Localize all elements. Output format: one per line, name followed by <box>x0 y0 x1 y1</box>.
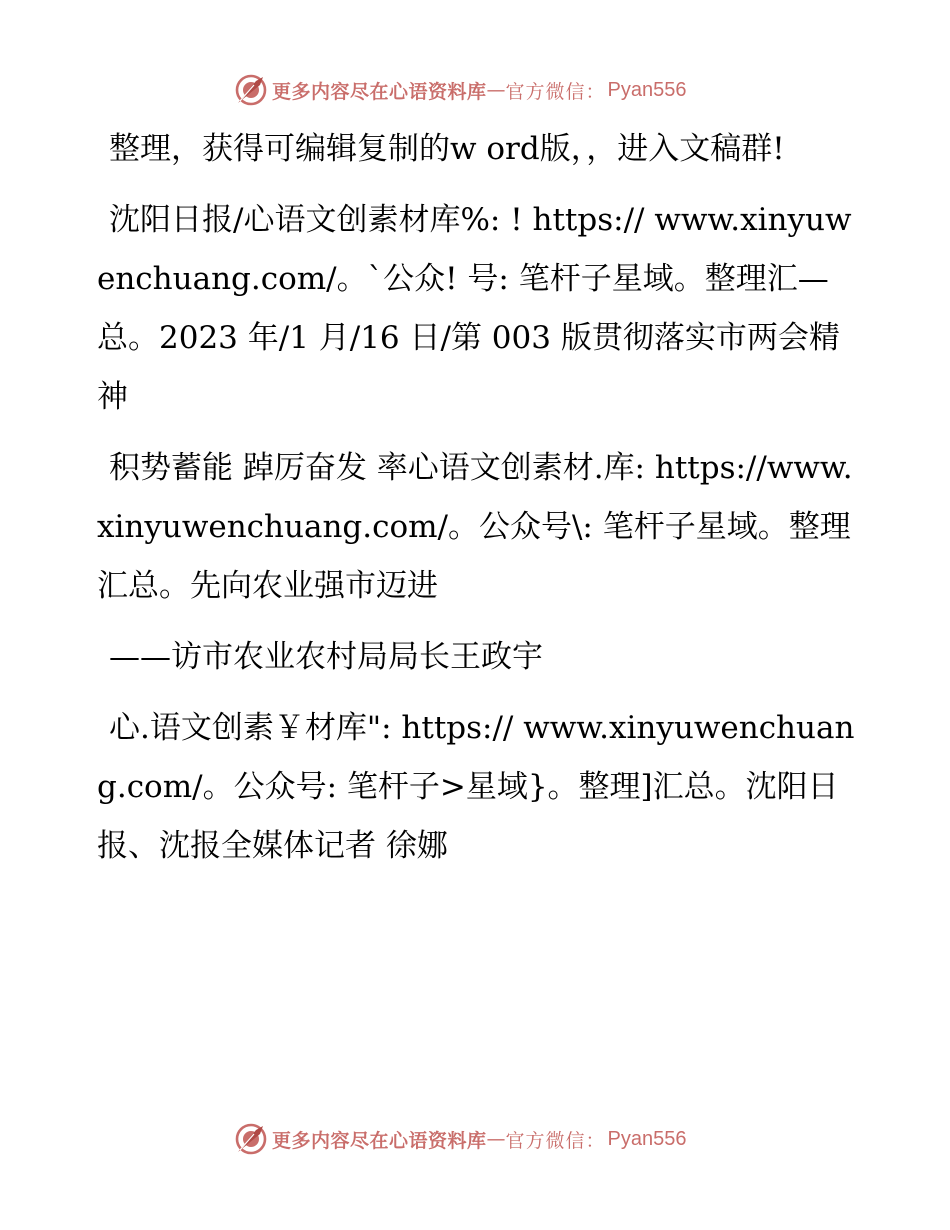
footer-banner <box>234 1121 687 1157</box>
paragraph-4: ——访市农业农村局局长王政宇 <box>109 639 543 675</box>
paragraph-5: 心.语文创素￥材库": https:// www.xinyuwenchuang.com/。公众号: 笔杆子>星域}。整理]汇总。沈阳日报、沈报全媒体记者 徐娜 <box>97 710 855 864</box>
paragraph-1: 整理，获得可编辑复制的w ord版，，进入文稿群! <box>109 131 785 167</box>
quill-pen-logo-icon <box>234 73 268 107</box>
paragraph-3: 积势蓄能 踔厉奋发 率心语文创素材.库: https://www.xinyuwenchuang.com/。公众号\: 笔杆子星域。整理汇总。先向农业强市迈进 <box>97 450 853 604</box>
banner-dash: — <box>486 1128 506 1150</box>
quill-pen-logo-icon <box>234 1122 268 1156</box>
banner-wechat-label: 官方微信： <box>505 80 606 103</box>
banner-wechat-id: Pyan556 <box>607 1127 687 1150</box>
banner-text: 更多内容尽在心语资料库 <box>272 80 487 103</box>
banner-wechat-label: 官方微信： <box>505 1129 606 1152</box>
banner-wechat-id: Pyan556 <box>607 78 687 101</box>
header-banner <box>234 72 687 108</box>
banner-text: 更多内容尽在心语资料库 <box>272 1129 487 1152</box>
paragraph-2: 沈阳日报/心语文创素材库%: ! https:// www.xinyuwenchuang.com/。`公众! 号: 笔杆子星域。整理汇—总。2023 年/1 月/16 日/第 003 版贯彻落实市两会精神 <box>97 202 852 415</box>
document-body <box>97 120 857 888</box>
banner-dash: — <box>486 79 506 101</box>
